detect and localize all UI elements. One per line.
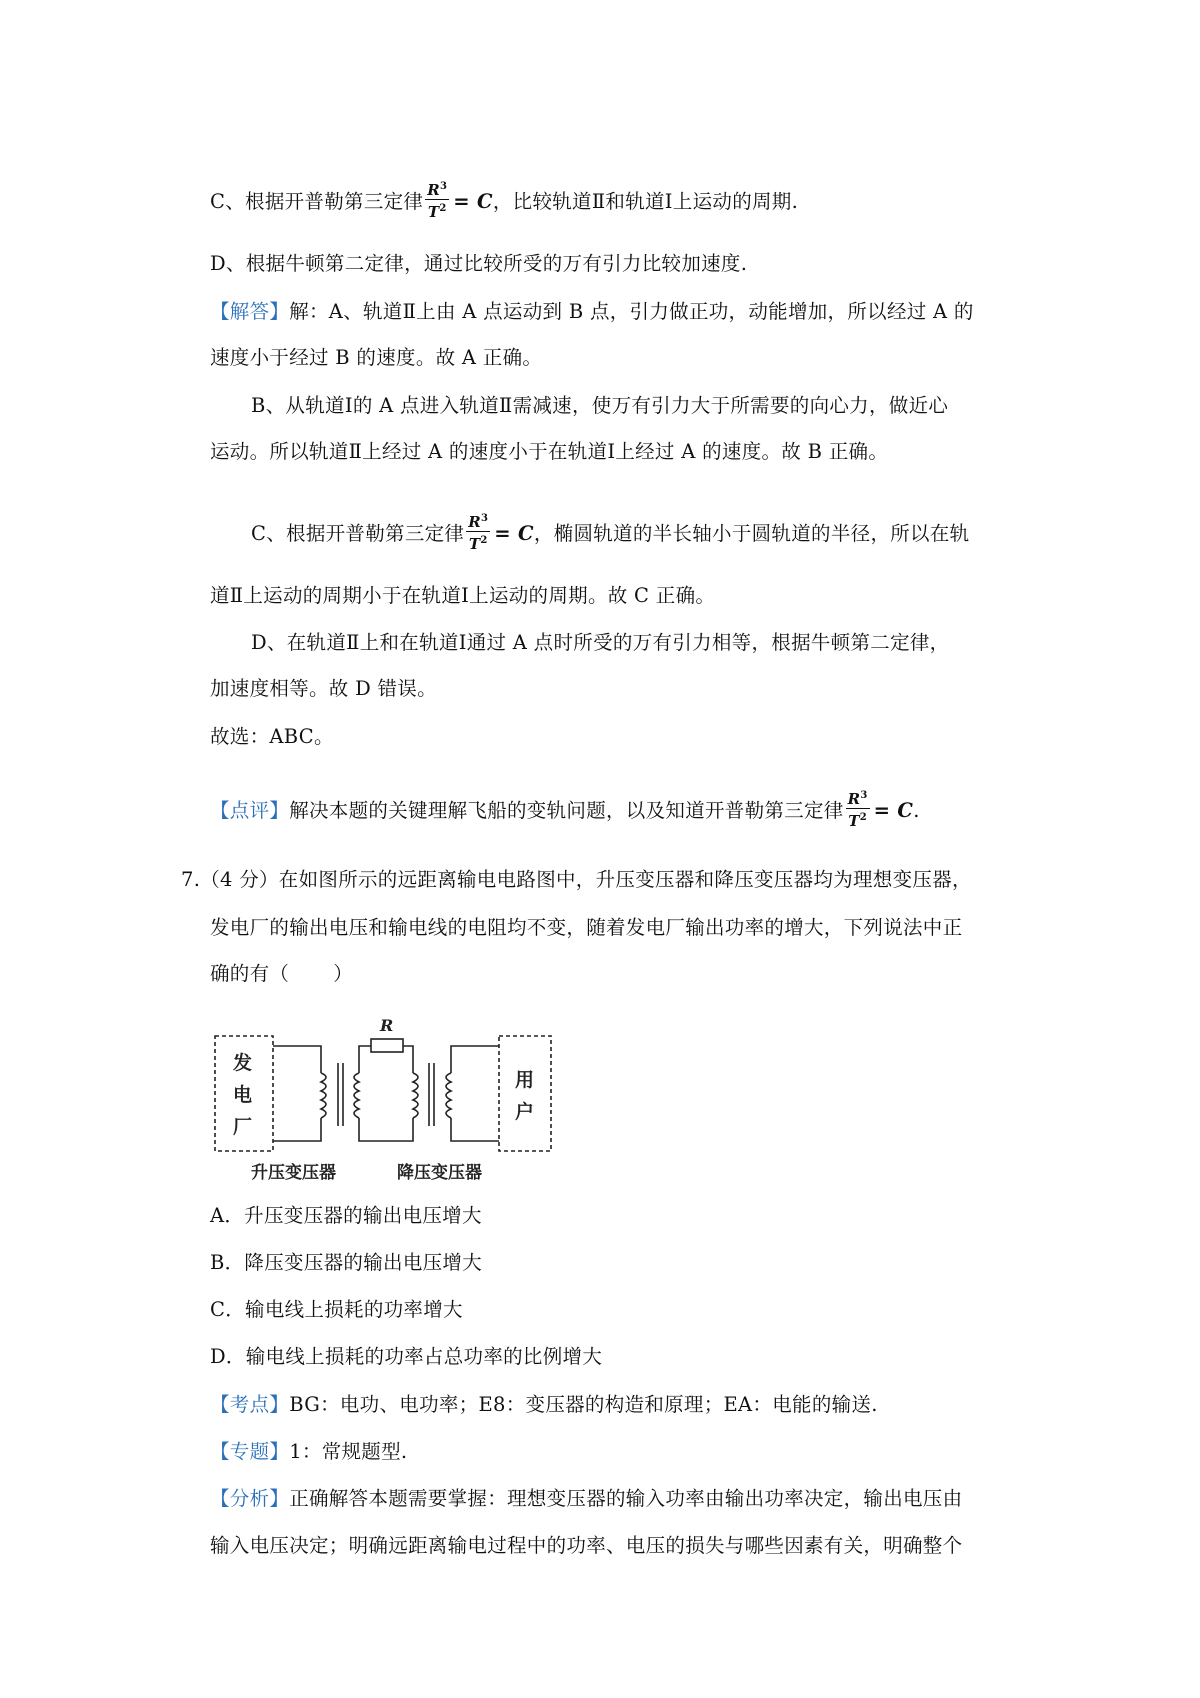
user-box	[499, 1036, 551, 1151]
comment: 【点评】解决本题的关键理解飞船的变轨问题，以及知道开普勒第三定律 $\frac{R^3}{T^2}$ = C.	[210, 790, 920, 833]
step-up-label: 升压变压器	[251, 1163, 336, 1183]
plant-char-2: 电	[233, 1084, 253, 1106]
option-d: D．输电线上损耗的功率占总功率的比例增大	[210, 1345, 603, 1368]
user-char-2: 户	[515, 1101, 535, 1123]
fenxi-line1: 【分析】正确解答本题需要掌握：理想变压器的输入功率由输出功率决定，输出电压由	[210, 1487, 963, 1510]
q7-line2: 发电厂的输出电压和输电线的电阻均不变，随着发电厂输出功率的增大，下列说法中正	[210, 916, 963, 939]
answer-d1: D、在轨道Ⅱ上和在轨道Ⅰ通过 A 点时所受的万有引力相等，根据牛顿第二定律，	[251, 631, 950, 654]
plant-char-1: 发	[233, 1052, 253, 1074]
zhuanti: 【专题】1：常规题型.	[210, 1440, 408, 1463]
kepler-formula: $\frac{R^3}{T^2}$	[847, 790, 868, 830]
kepler-formula: $\frac{R^3}{T^2}$	[468, 513, 489, 553]
resistor-label: R	[380, 1018, 394, 1035]
kaodian: 【考点】BG：电功、电功率；E8：变压器的构造和原理；EA：电能的输送.	[210, 1393, 878, 1416]
option-a: A．升压变压器的输出电压增大	[210, 1204, 482, 1227]
answer-d2: 加速度相等。故 D 错误。	[210, 677, 437, 700]
q7-line3: 确的有（ ）	[210, 962, 354, 985]
resistor-r	[371, 1039, 403, 1052]
fenxi-line2: 输入电压决定；明确远距离输电过程中的功率、电压的损失与哪些因素有关，明确整个	[210, 1534, 963, 1557]
kepler-formula: $\frac{R^3}{T^2}$	[427, 181, 448, 221]
answer-a2: 速度小于经过 B 的速度。故 A 正确。	[210, 346, 543, 369]
answer-b1: B、从轨道Ⅰ的 A 点进入轨道Ⅱ需减速，使万有引力大于所需要的向心力，做近心	[251, 394, 949, 417]
circuit-diagram	[211, 1018, 556, 1183]
option-c: C．输电线上损耗的功率增大	[210, 1298, 463, 1321]
plant-char-3: 厂	[233, 1116, 253, 1138]
q7-line1: 7.（4 分）在如图所示的远距离输电电路图中，升压变压器和降压变压器均为理想变压器，	[181, 868, 972, 891]
answer-tag: 【解答】	[210, 300, 290, 323]
hint-d: D、根据牛顿第二定律，通过比较所受的万有引力比较加速度.	[210, 252, 748, 275]
answer-c2: 道Ⅱ上运动的周期小于在轨道Ⅰ上运动的周期。故 C 正确。	[210, 584, 716, 607]
answer-choice: 故选：ABC。	[210, 725, 334, 748]
hint-c: C、根据开普勒第三定律 $\frac{R^3}{T^2}$ = C，比较轨道Ⅱ和轨道Ⅰ上运动的周期.	[210, 181, 798, 224]
answer-c1: C、根据开普勒第三定律 $\frac{R^3}{T^2}$ = C，椭圆轨道的半长轴小于圆轨道的半径，所以在轨	[251, 513, 969, 556]
comment-tag: 【点评】	[210, 799, 290, 822]
answer-b2: 运动。所以轨道Ⅱ上经过 A 的速度小于在轨道Ⅰ上经过 A 的速度。故 B 正确。	[210, 440, 889, 463]
step-down-label: 降压变压器	[397, 1163, 482, 1183]
user-char-1: 用	[515, 1069, 535, 1091]
option-b: B．降压变压器的输出电压增大	[210, 1251, 483, 1274]
answer-a1: 【解答】解：A、轨道Ⅱ上由 A 点运动到 B 点，引力做正功，动能增加，所以经过 A 的	[210, 300, 974, 323]
